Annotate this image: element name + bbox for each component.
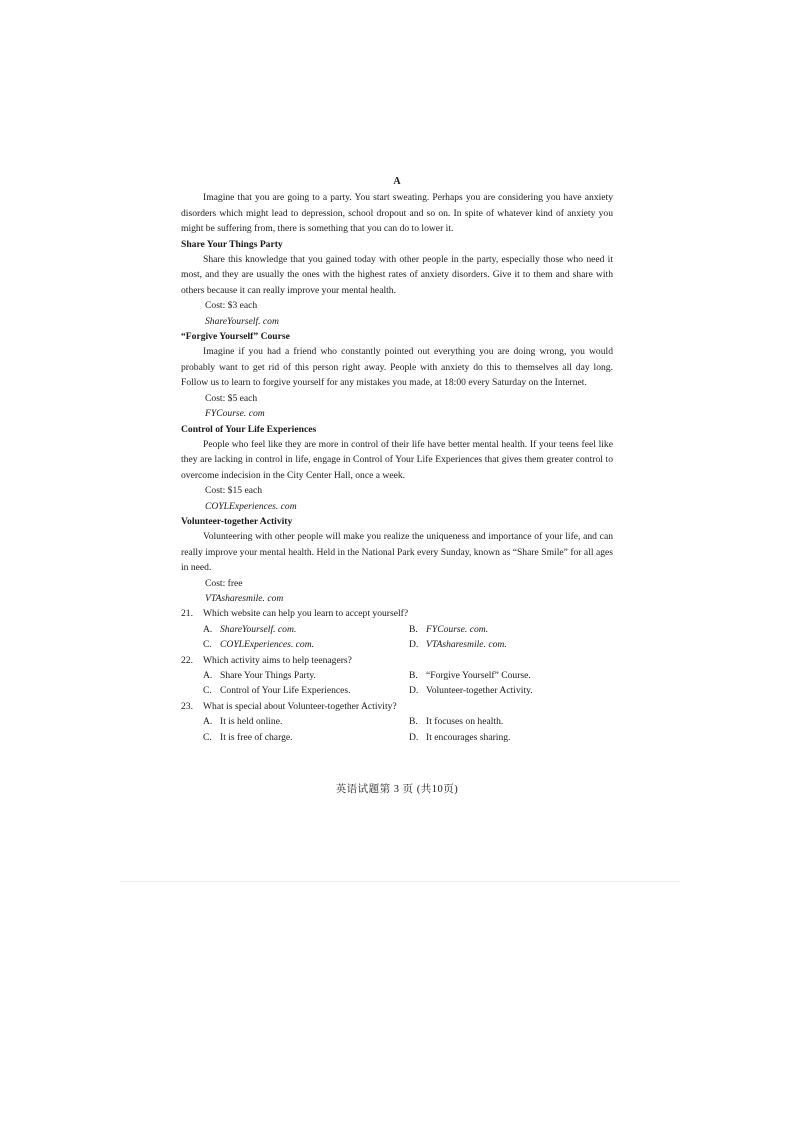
activity-block: [181, 237, 613, 329]
answer-option[interactable]: [409, 622, 615, 637]
page-footer: 英语试题第 3 页 (共10页): [335, 784, 459, 795]
activity-website: FYCourse. com: [205, 408, 265, 420]
option-text: FYCourse. com.: [426, 623, 489, 635]
answer-options: [181, 622, 613, 653]
activity-body: Share this knowledge that you gained today with other people in the party, especially those who need it most, and they are usually the ones with the highest rates of anxiety disorders. Give it to them and share with others because it can really improve your mental health.: [181, 254, 613, 296]
option-text: It is free of charge.: [220, 731, 293, 743]
answer-options: [181, 714, 613, 745]
activity-website: COYLExperiences. com: [205, 500, 297, 512]
answer-option[interactable]: [203, 637, 409, 652]
option-text: Volunteer-together Activity.: [426, 685, 533, 697]
answer-options: [181, 668, 613, 699]
activity-title: “Forgive Yourself” Course: [181, 331, 290, 343]
answer-option[interactable]: [409, 637, 615, 652]
activity-cost: Cost: free: [205, 577, 243, 589]
option-text: ShareYourself. com.: [220, 623, 297, 635]
activity-cost: Cost: $5 each: [205, 392, 258, 404]
option-text: It encourages sharing.: [426, 731, 511, 743]
reading-passage: [181, 174, 613, 745]
activity-cost: Cost: $3 each: [205, 300, 258, 312]
question-stem: [181, 699, 613, 714]
option-text: Share Your Things Party.: [220, 670, 316, 681]
answer-option[interactable]: [203, 714, 409, 729]
answer-option[interactable]: [203, 668, 409, 683]
option-text: Control of Your Life Experiences.: [220, 685, 351, 697]
option-letter: B.: [409, 670, 418, 681]
answer-option[interactable]: [409, 714, 615, 729]
activity-body: People who feel like they are more in control of their life have better mental health. If your teens feel like they are lacking in control in life, engage in Control of Your Life Experiences that gives them greater control to overcome indecision in the City Center Hall, once a week.: [181, 438, 613, 481]
activity-block: [181, 514, 613, 606]
scan-divider: [120, 881, 680, 882]
option-letter: C.: [203, 685, 212, 697]
option-letter: B.: [409, 716, 418, 728]
answer-option[interactable]: [409, 730, 615, 745]
option-letter: D.: [409, 639, 419, 651]
answer-option[interactable]: [409, 683, 615, 698]
answer-option[interactable]: [409, 668, 615, 683]
activity-cost: Cost: $15 each: [205, 485, 263, 497]
question-text: What is special about Volunteer-together Activity?: [203, 700, 397, 712]
section-label: A: [393, 176, 401, 187]
option-text: It focuses on health.: [426, 716, 504, 728]
intro-paragraph: Imagine that you are going to a party. You start sweating. Perhaps you are considering you have anxiety disorders which might lead to depression, school dropout and so on. In spite of whatever kind of anxiety you might be suffering from, there is something that you can do to lower it.: [181, 192, 613, 235]
option-letter: A.: [203, 623, 213, 635]
option-text: “Forgive Yourself” Course.: [426, 670, 531, 681]
activity-title: Control of Your Life Experiences: [181, 423, 317, 435]
option-text: COYLExperiences. com.: [220, 639, 315, 651]
activity-title: Volunteer-together Activity: [181, 515, 293, 527]
activity-block: [181, 329, 613, 421]
question-number: 22.: [181, 654, 193, 666]
question-number: 21.: [181, 608, 193, 620]
option-text: VTAsharesmile. com.: [426, 639, 507, 651]
option-letter: A.: [203, 716, 213, 728]
option-letter: A.: [203, 670, 213, 681]
option-letter: B.: [409, 623, 418, 635]
option-text: It is held online.: [220, 716, 283, 728]
activity-website: ShareYourself. com: [205, 315, 279, 327]
option-letter: C.: [203, 639, 212, 651]
activity-website: VTAsharesmile. com: [205, 592, 284, 604]
answer-option[interactable]: [203, 683, 409, 698]
activity-body: Volunteering with other people will make you realize the uniqueness and importance of your life, and can really improve your mental health. Held in the National Park every Sunday, known as “Share Smile” for all ages in need.: [181, 531, 613, 574]
activity-block: [181, 422, 613, 514]
question-stem: [181, 606, 613, 621]
question-stem: [181, 653, 613, 668]
question-text: Which website can help you learn to accept yourself?: [203, 608, 409, 620]
activity-body: Imagine if you had a friend who constantly pointed out everything you are doing wrong, you would probably want to get rid of this person right away. People with anxiety do this to themselves all day long. Follow us to learn to forgive yourself for any mistakes you made, at 18:00 every Saturday on the Internet.: [181, 346, 613, 389]
question-text: Which activity aims to help teenagers?: [203, 654, 352, 666]
activity-title: Share Your Things Party: [181, 238, 283, 250]
question-block: [181, 606, 613, 652]
option-letter: C.: [203, 731, 212, 743]
question-block: [181, 699, 613, 745]
question-number: 23.: [181, 700, 193, 712]
answer-option[interactable]: [203, 622, 409, 637]
option-letter: D.: [409, 731, 419, 743]
answer-option[interactable]: [203, 730, 409, 745]
option-letter: D.: [409, 685, 419, 697]
question-block: [181, 653, 613, 699]
